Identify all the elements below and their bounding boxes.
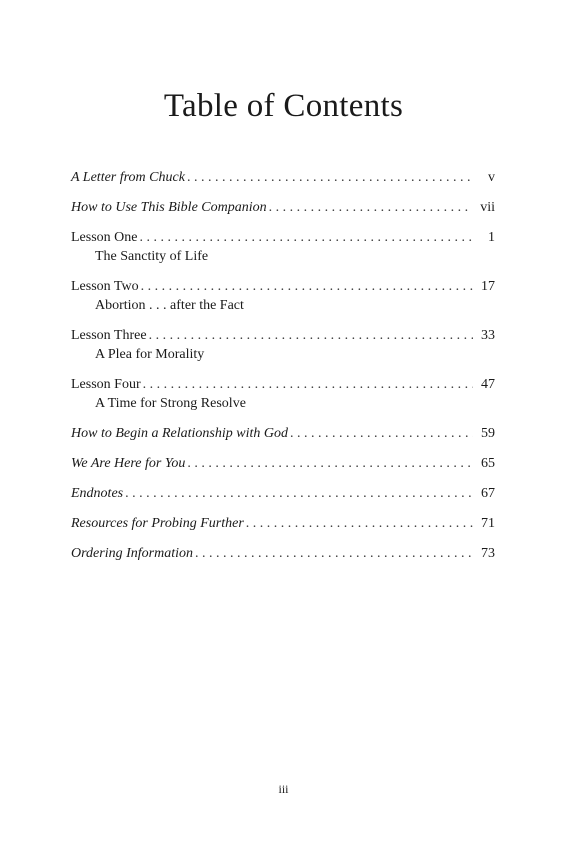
toc-line <box>71 544 495 564</box>
toc-entry-title: Lesson One <box>71 230 138 245</box>
dot-leader <box>246 514 473 534</box>
toc-entry-title: How to Use This Bible Companion <box>71 200 267 215</box>
toc-line <box>71 326 495 346</box>
toc-entry-title: How to Begin a Relationship with God <box>71 426 288 441</box>
toc-entry-subtitle: A Time for Strong Resolve <box>95 396 246 411</box>
toc-entry-title: A Letter from Chuck <box>71 170 185 185</box>
dot-leader <box>187 454 473 474</box>
toc-line <box>71 198 495 218</box>
dot-leader <box>141 277 473 297</box>
dot-leader <box>187 168 473 188</box>
toc-entry-subtitle: The Sanctity of Life <box>95 249 209 264</box>
toc-line <box>71 514 495 534</box>
footer-page-number: iii <box>278 782 289 796</box>
toc-entry-resources[interactable] <box>71 514 495 534</box>
toc-entry-lesson-four[interactable] <box>71 375 495 413</box>
toc-page-number: vii <box>480 200 495 215</box>
dot-leader <box>143 375 473 395</box>
toc-line <box>71 375 495 395</box>
dot-leader <box>269 198 473 218</box>
toc-entry-title: Lesson Three <box>71 328 147 343</box>
toc-page-number: 59 <box>481 426 495 441</box>
toc-page-number: v <box>488 170 495 185</box>
toc-entry-lesson-two[interactable] <box>71 277 495 315</box>
toc-entry-title: Lesson Two <box>71 279 139 294</box>
toc-line <box>71 454 495 474</box>
toc-page-number: 47 <box>481 377 495 392</box>
toc-entry-how-to-use[interactable] <box>71 198 495 218</box>
dot-leader <box>140 228 474 248</box>
dot-leader <box>125 484 473 504</box>
page-title: Table of Contents <box>163 88 404 124</box>
toc-entry-title: Lesson Four <box>71 377 141 392</box>
dot-leader <box>195 544 473 564</box>
toc-entry-ordering-information[interactable] <box>71 544 495 564</box>
toc-entry-lesson-three[interactable] <box>71 326 495 364</box>
toc-entry-subtitle: A Plea for Morality <box>95 347 205 362</box>
toc-page-number: 71 <box>481 516 495 531</box>
toc-line <box>71 484 495 504</box>
toc-line <box>71 277 495 297</box>
toc-entry-title: Endnotes <box>71 486 124 501</box>
toc-entry-title: Resources for Probing Further <box>71 516 244 531</box>
toc-page-number: 33 <box>481 328 495 343</box>
toc-line <box>71 168 495 188</box>
toc-entry-title: Ordering Information <box>71 546 193 561</box>
toc-entry-endnotes[interactable] <box>71 484 495 504</box>
table-of-contents <box>71 168 495 564</box>
toc-page-number: 73 <box>481 546 495 561</box>
toc-page-number: 17 <box>481 279 495 294</box>
toc-entry-subtitle: Abortion . . . after the Fact <box>95 298 244 313</box>
toc-page-number: 1 <box>488 230 495 245</box>
toc-entry-relationship-with-god[interactable] <box>71 424 495 444</box>
toc-page-number: 65 <box>481 456 495 471</box>
toc-entry-letter-from-chuck[interactable] <box>71 168 495 188</box>
toc-entry-title: We Are Here for You <box>71 456 186 471</box>
toc-line <box>71 228 495 248</box>
toc-entry-here-for-you[interactable] <box>71 454 495 474</box>
dot-leader <box>149 326 473 346</box>
dot-leader <box>290 424 473 444</box>
toc-entry-lesson-one[interactable] <box>71 228 495 266</box>
toc-line <box>71 424 495 444</box>
toc-page-number: 67 <box>481 486 495 501</box>
